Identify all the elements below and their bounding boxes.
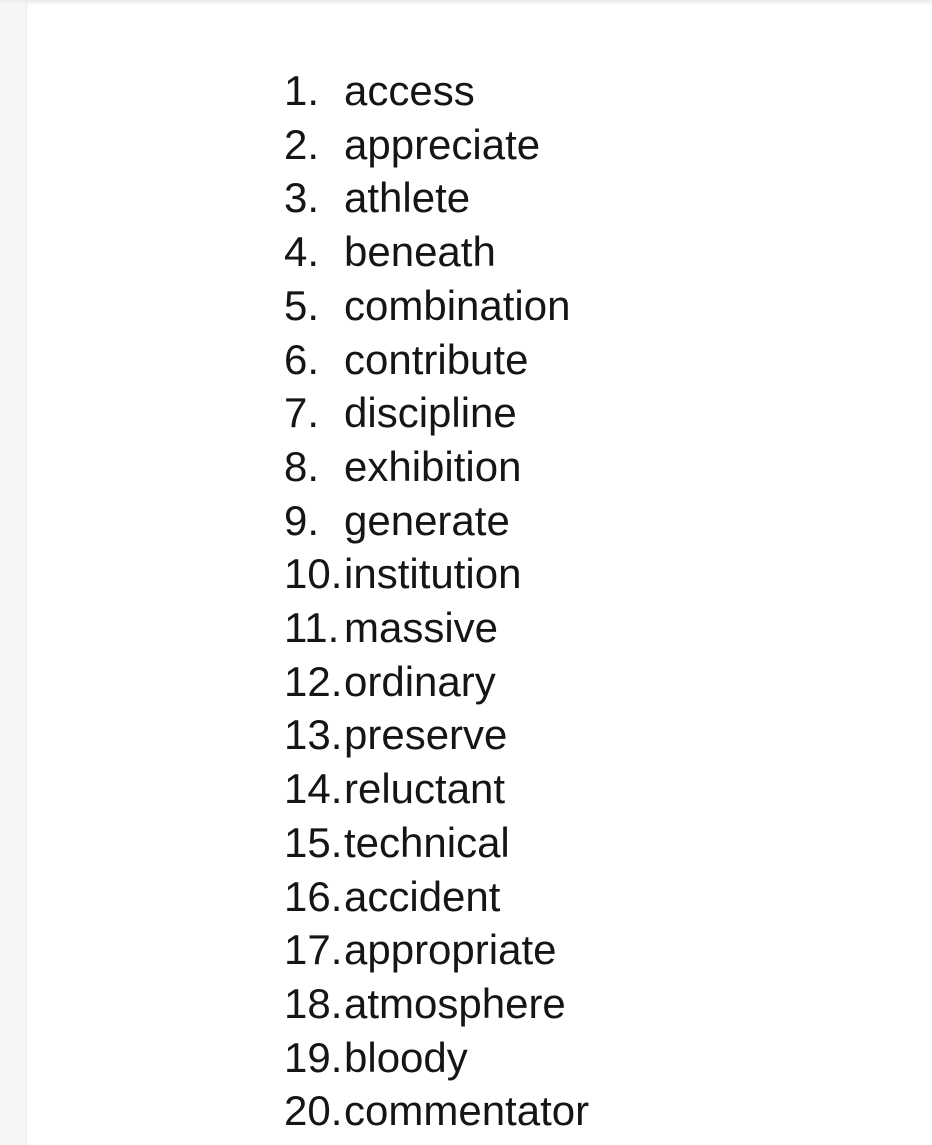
list-item — [284, 547, 589, 601]
list-item-number: 20. — [284, 1087, 343, 1135]
list-item — [284, 870, 589, 924]
list-item — [284, 655, 589, 709]
left-margin-strip — [0, 0, 27, 1145]
list-item-number: 8. — [284, 442, 320, 490]
list-item-word: discipline — [344, 389, 517, 437]
list-item-number: 6. — [284, 335, 320, 383]
list-item-number: 1. — [284, 67, 320, 114]
list-item-word: accident — [344, 872, 501, 920]
list-item-number: 18. — [284, 979, 343, 1027]
list-item — [284, 333, 589, 387]
list-item-word: ordinary — [344, 657, 496, 705]
list-item — [284, 64, 589, 118]
list-item-word: appreciate — [344, 120, 541, 168]
list-item — [284, 386, 589, 440]
list-item-word: institution — [344, 550, 522, 598]
list-item — [284, 494, 589, 548]
list-item-number: 11. — [284, 604, 340, 652]
list-item-number: 3. — [284, 174, 320, 222]
list-item-word: generate — [344, 496, 510, 544]
list-item-word: preserve — [344, 711, 508, 759]
list-item-number: 19. — [284, 1033, 343, 1081]
list-item-number: 13. — [284, 711, 343, 759]
list-item-number: 2. — [284, 120, 320, 168]
list-item-number: 17. — [284, 926, 343, 974]
list-item-number: 16. — [284, 872, 343, 920]
list-item — [284, 171, 589, 225]
list-item — [284, 1084, 589, 1138]
list-item — [284, 923, 589, 977]
list-item — [284, 1031, 589, 1085]
list-item-number: 5. — [284, 281, 320, 329]
list-item-number: 15. — [284, 818, 343, 866]
list-item — [284, 118, 589, 172]
list-item-word: reluctant — [344, 765, 506, 813]
list-item-word: technical — [344, 818, 510, 866]
list-item-word: appropriate — [344, 926, 557, 974]
list-item — [284, 440, 589, 494]
list-item-number: 9. — [284, 496, 320, 544]
list-item — [284, 225, 589, 279]
list-item-word: bloody — [344, 1033, 468, 1081]
list-item-number: 10. — [284, 550, 343, 598]
list-item-word: massive — [344, 604, 499, 652]
list-item-word: commentator — [344, 1087, 590, 1135]
list-item-word: exhibition — [344, 442, 522, 490]
list-item-word: access — [344, 67, 475, 114]
list-item — [284, 816, 589, 870]
list-item-number: 14. — [284, 765, 343, 813]
list-item — [284, 601, 589, 655]
list-item-word: athlete — [344, 174, 471, 222]
list-item — [284, 708, 589, 762]
top-edge-shade — [0, 0, 932, 6]
list-item-word: combination — [344, 281, 571, 329]
list-item-word: contribute — [344, 335, 529, 383]
list-item-number: 12. — [284, 657, 343, 705]
list-item-word: atmosphere — [344, 979, 566, 1027]
list-item-word: beneath — [344, 228, 496, 276]
list-item — [284, 977, 589, 1031]
list-item-number: 7. — [284, 389, 320, 437]
list-item-number: 4. — [284, 228, 320, 276]
list-item — [284, 279, 589, 333]
list-item — [284, 762, 589, 816]
vocabulary-word-list — [284, 64, 589, 1138]
